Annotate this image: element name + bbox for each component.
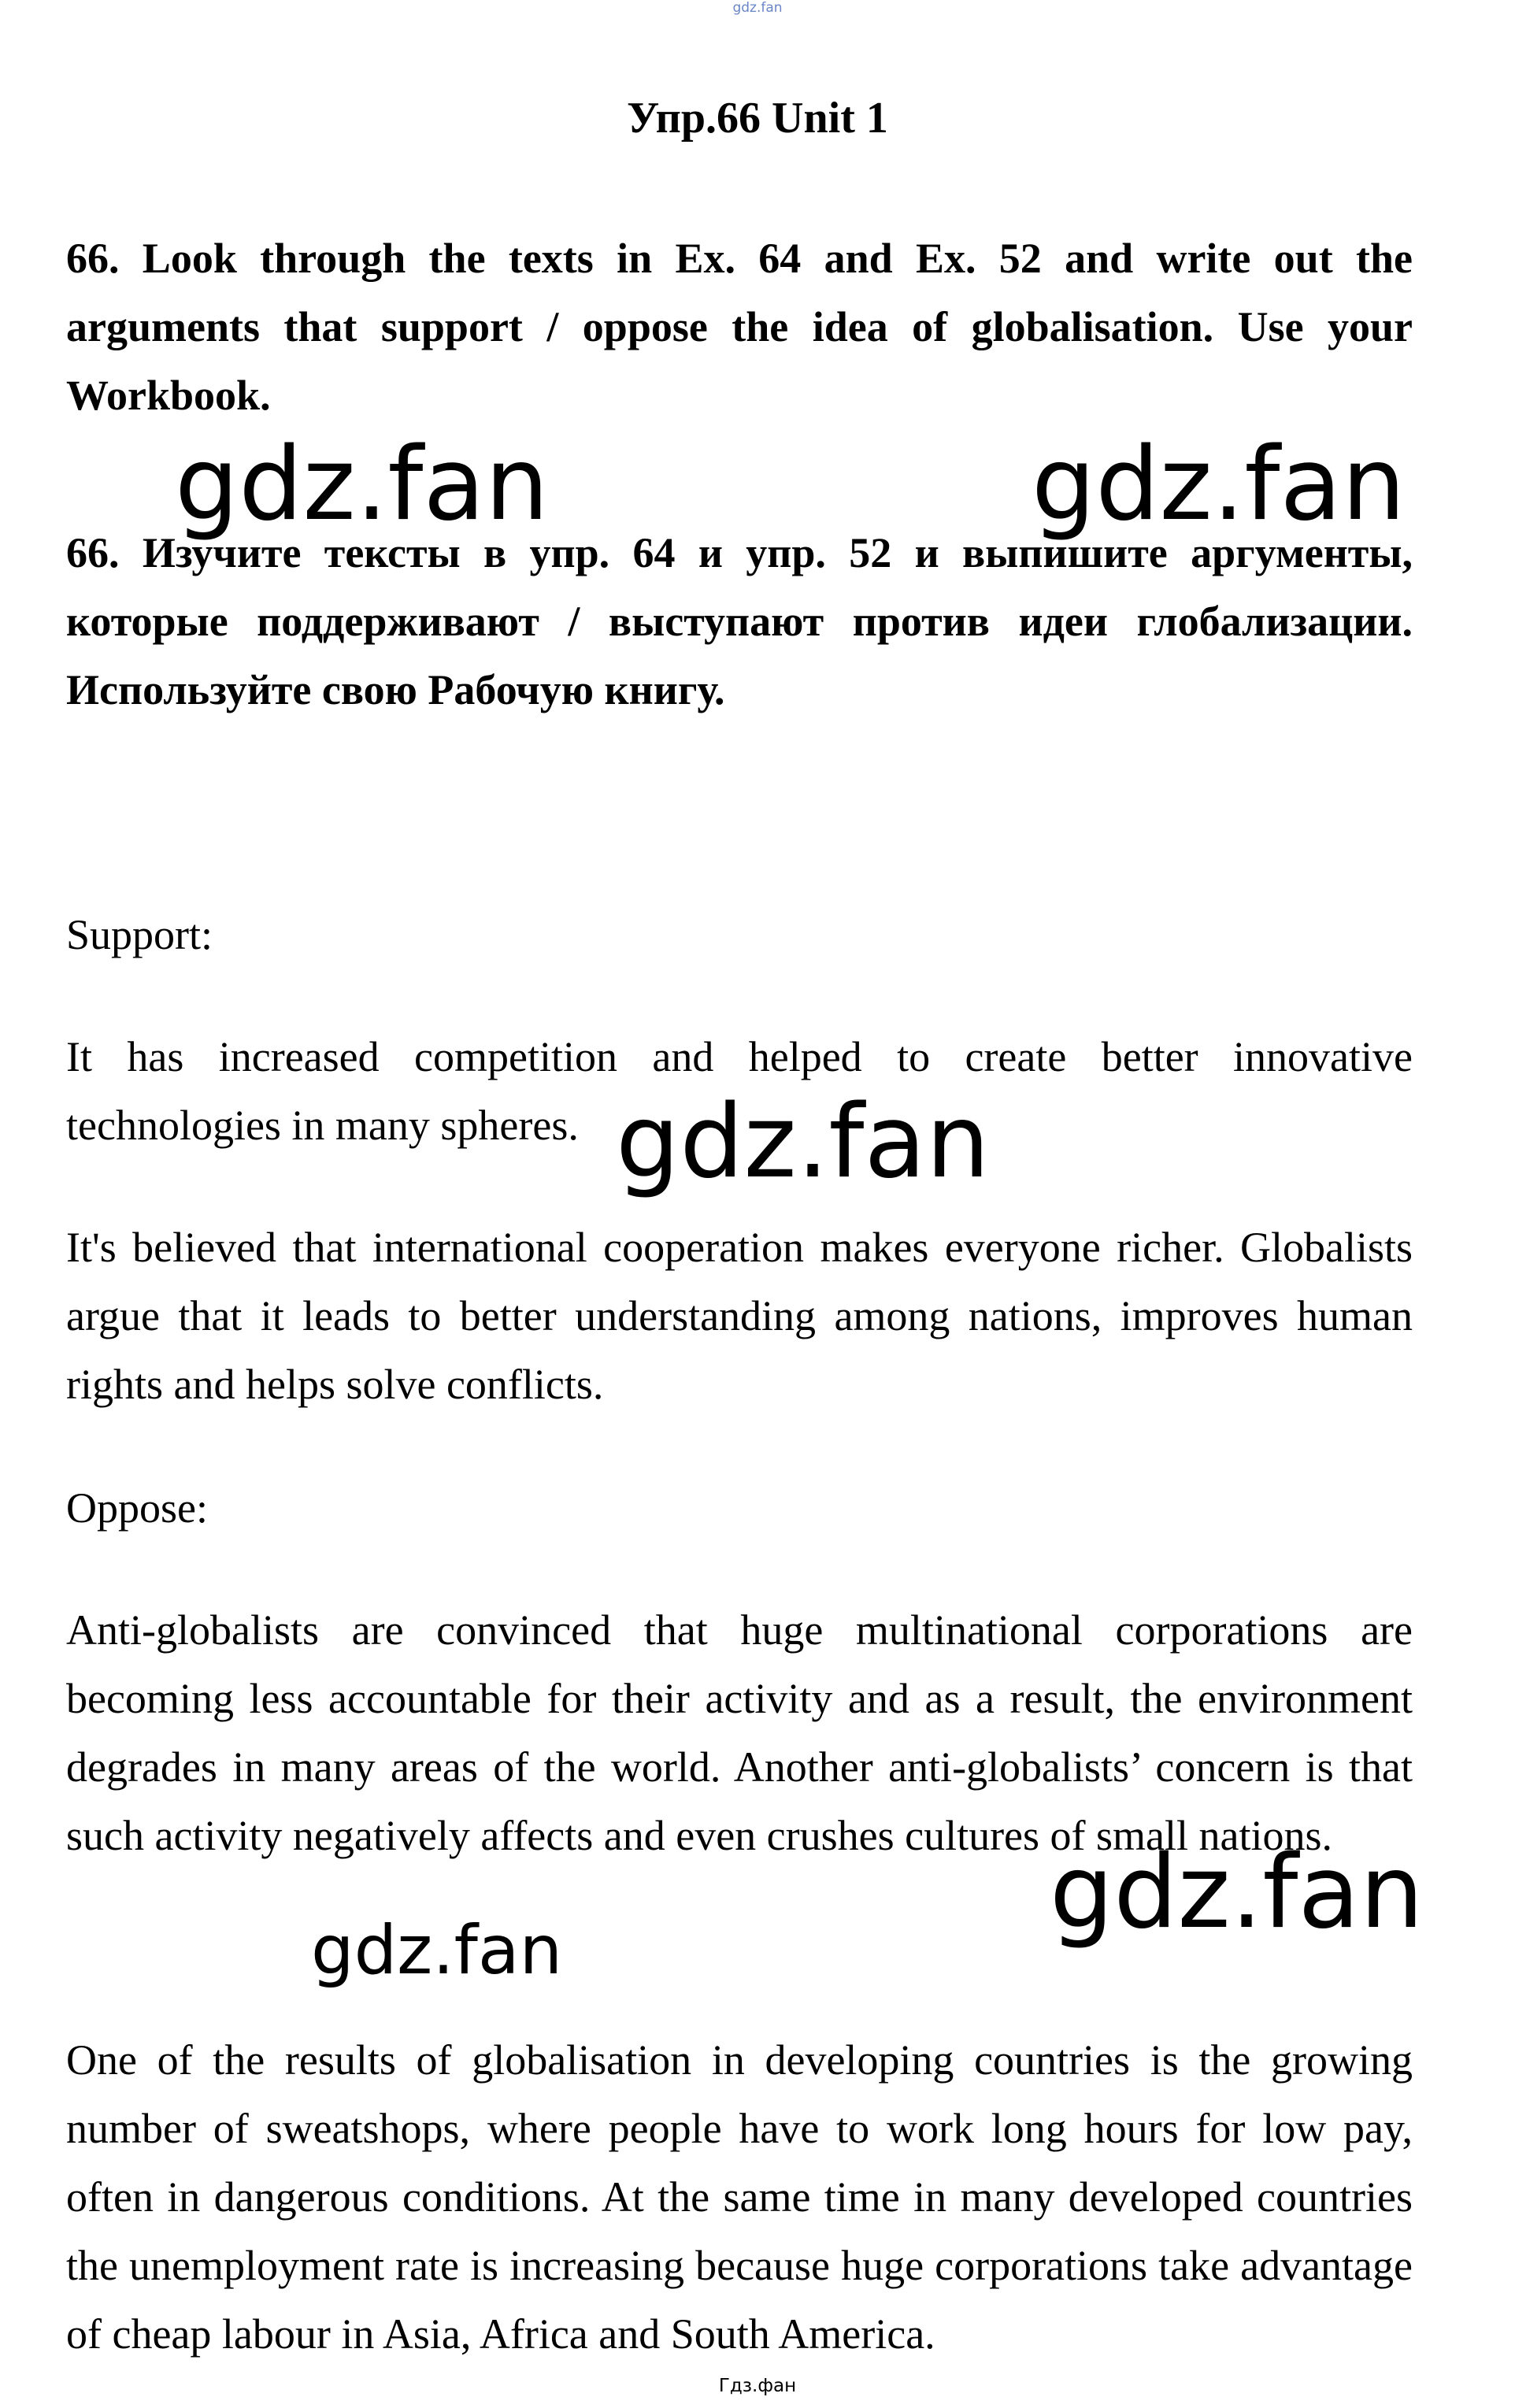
support-paragraph: It's believed that international cooperation makes everyone richer. Globalists argue that it leads to better understanding among nations, improves human rights and helps solve conflicts. xyxy=(66,1224,1413,1408)
watermark: gdz.fan xyxy=(311,1911,563,1990)
oppose-label: Oppose: xyxy=(66,1484,208,1532)
watermark: gdz.fan xyxy=(175,426,549,543)
footer-text: Гдз.фан xyxy=(718,2376,797,2396)
watermark: gdz.fan xyxy=(1032,426,1406,543)
support-paragraph: It has increased competition and helped to create better innovative technologies in many spheres. xyxy=(66,1033,1413,1149)
task-english: 66. Look through the texts in Ex. 64 and Ex. 52 and write out the arguments that support / oppose the idea of globalisation. Use your Workbook. xyxy=(66,235,1413,419)
watermark: gdz.fan xyxy=(616,1084,990,1201)
page-title: Упр.66 Unit 1 xyxy=(627,94,888,143)
watermark: gdz.fan xyxy=(1050,1834,1424,1951)
site-mark: gdz.fan xyxy=(732,0,783,16)
support-label: Support: xyxy=(66,911,213,958)
oppose-paragraph: Anti-globalists are convinced that huge multinational corporations are becoming less accountable for their activity and as a result, the environment degrades in many areas of the world. Another anti-globalists’ concern is that such activity negatively affects and even crushes cultures of small nations. xyxy=(66,1606,1413,1859)
task-russian: 66. Изучите тексты в упр. 64 и упр. 52 и выпишите аргументы, которые поддерживают / выступают против идеи глобализации. Используйте свою Рабочую книгу. xyxy=(66,529,1413,713)
oppose-paragraph: One of the results of globalisation in developing countries is the growing number of sweatshops, where people have to work long hours for low pay, often in dangerous conditions. At the same time in many developed countries the unemployment rate is increasing because huge corporations take advantage of cheap labour in Asia, Africa and South America. xyxy=(66,2036,1413,2358)
